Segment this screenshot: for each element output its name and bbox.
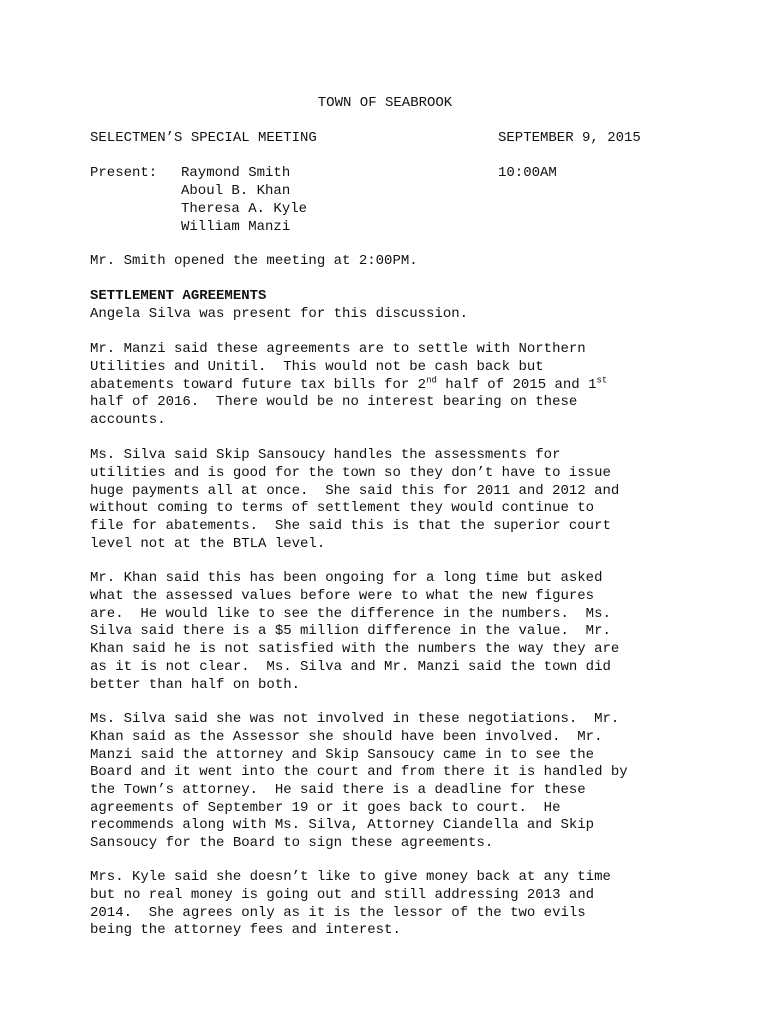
text-run: abatements toward future tax bills for 2 bbox=[90, 377, 427, 393]
attendee-name: Aboul B. Khan bbox=[181, 183, 291, 199]
paragraph-line: without coming to terms of settlement they would continue to bbox=[90, 500, 595, 516]
paragraph-line: Ms. Silva said she was not involved in these negotiations. Mr. bbox=[90, 711, 620, 727]
paragraph-line: better than half on both. bbox=[90, 677, 301, 693]
paragraph-line: 2014. She agrees only as it is the lessor of the two evils bbox=[90, 905, 586, 921]
section-intro: Angela Silva was present for this discussion. bbox=[90, 306, 469, 322]
section-heading: SETTLEMENT AGREEMENTS bbox=[90, 288, 267, 304]
paragraph-line: agreements of September 19 or it goes back to court. He bbox=[90, 800, 561, 816]
paragraph-line bbox=[90, 376, 607, 394]
paragraph-line: Board and it went into the court and from there it is handled by bbox=[90, 764, 628, 780]
present-label: Present: bbox=[90, 165, 158, 181]
paragraph-line: are. He would like to see the difference in the numbers. Ms. bbox=[90, 606, 611, 622]
paragraph-line: Khan said he is not satisfied with the numbers the way they are bbox=[90, 641, 620, 657]
paragraph-line: Utilities and Unitil. This would not be cash back but bbox=[90, 359, 544, 375]
meeting-title: SELECTMEN’S SPECIAL MEETING bbox=[90, 130, 317, 146]
text-run: half of 2015 and 1 bbox=[436, 377, 597, 393]
paragraph-line: Mr. Manzi said these agreements are to settle with Northern bbox=[90, 341, 586, 357]
paragraph-line: Silva said there is a $5 million difference in the value. Mr. bbox=[90, 623, 611, 639]
paragraph-line: being the attorney fees and interest. bbox=[90, 922, 401, 938]
meeting-time: 10:00AM bbox=[498, 165, 557, 181]
paragraph-line: Manzi said the attorney and Skip Sansoucy came in to see the bbox=[90, 747, 595, 763]
paragraph-line: huge payments all at once. She said this for 2011 and 2012 and bbox=[90, 483, 620, 499]
paragraph-line: the Town’s attorney. He said there is a deadline for these bbox=[90, 782, 586, 798]
paragraph-line: half of 2016. There would be no interest bearing on these bbox=[90, 394, 578, 410]
paragraph-line: but no real money is going out and still addressing 2013 and bbox=[90, 887, 595, 903]
paragraph-line: Sansoucy for the Board to sign these agreements. bbox=[90, 835, 494, 851]
paragraph-line: accounts. bbox=[90, 412, 166, 428]
paragraph-line: what the assessed values before were to what the new figures bbox=[90, 588, 595, 604]
paragraph-line: Ms. Silva said Skip Sansoucy handles the assessments for bbox=[90, 447, 561, 463]
paragraph-line: utilities and is good for the town so they don’t have to issue bbox=[90, 465, 611, 481]
town-title: TOWN OF SEABROOK bbox=[317, 95, 453, 111]
paragraph-line: Mrs. Kyle said she doesn’t like to give money back at any time bbox=[90, 869, 611, 885]
paragraph-line: file for abatements. She said this is that the superior court bbox=[90, 518, 611, 534]
superscript: nd bbox=[426, 375, 437, 386]
attendee-name: Raymond Smith bbox=[181, 165, 291, 181]
paragraph-line: Mr. Khan said this has been ongoing for a long time but asked bbox=[90, 570, 603, 586]
paragraph-line: Khan said as the Assessor she should have been involved. Mr. bbox=[90, 729, 603, 745]
attendee-name: Theresa A. Kyle bbox=[181, 201, 308, 217]
paragraph-line: as it is not clear. Ms. Silva and Mr. Manzi said the town did bbox=[90, 659, 611, 675]
meeting-date: SEPTEMBER 9, 2015 bbox=[498, 130, 641, 146]
paragraph-line: level not at the BTLA level. bbox=[90, 536, 326, 552]
superscript: st bbox=[596, 375, 608, 386]
opening-statement: Mr. Smith opened the meeting at 2:00PM. bbox=[90, 253, 418, 269]
attendee-name: William Manzi bbox=[181, 219, 291, 235]
paragraph-line: recommends along with Ms. Silva, Attorney Ciandella and Skip bbox=[90, 817, 595, 833]
